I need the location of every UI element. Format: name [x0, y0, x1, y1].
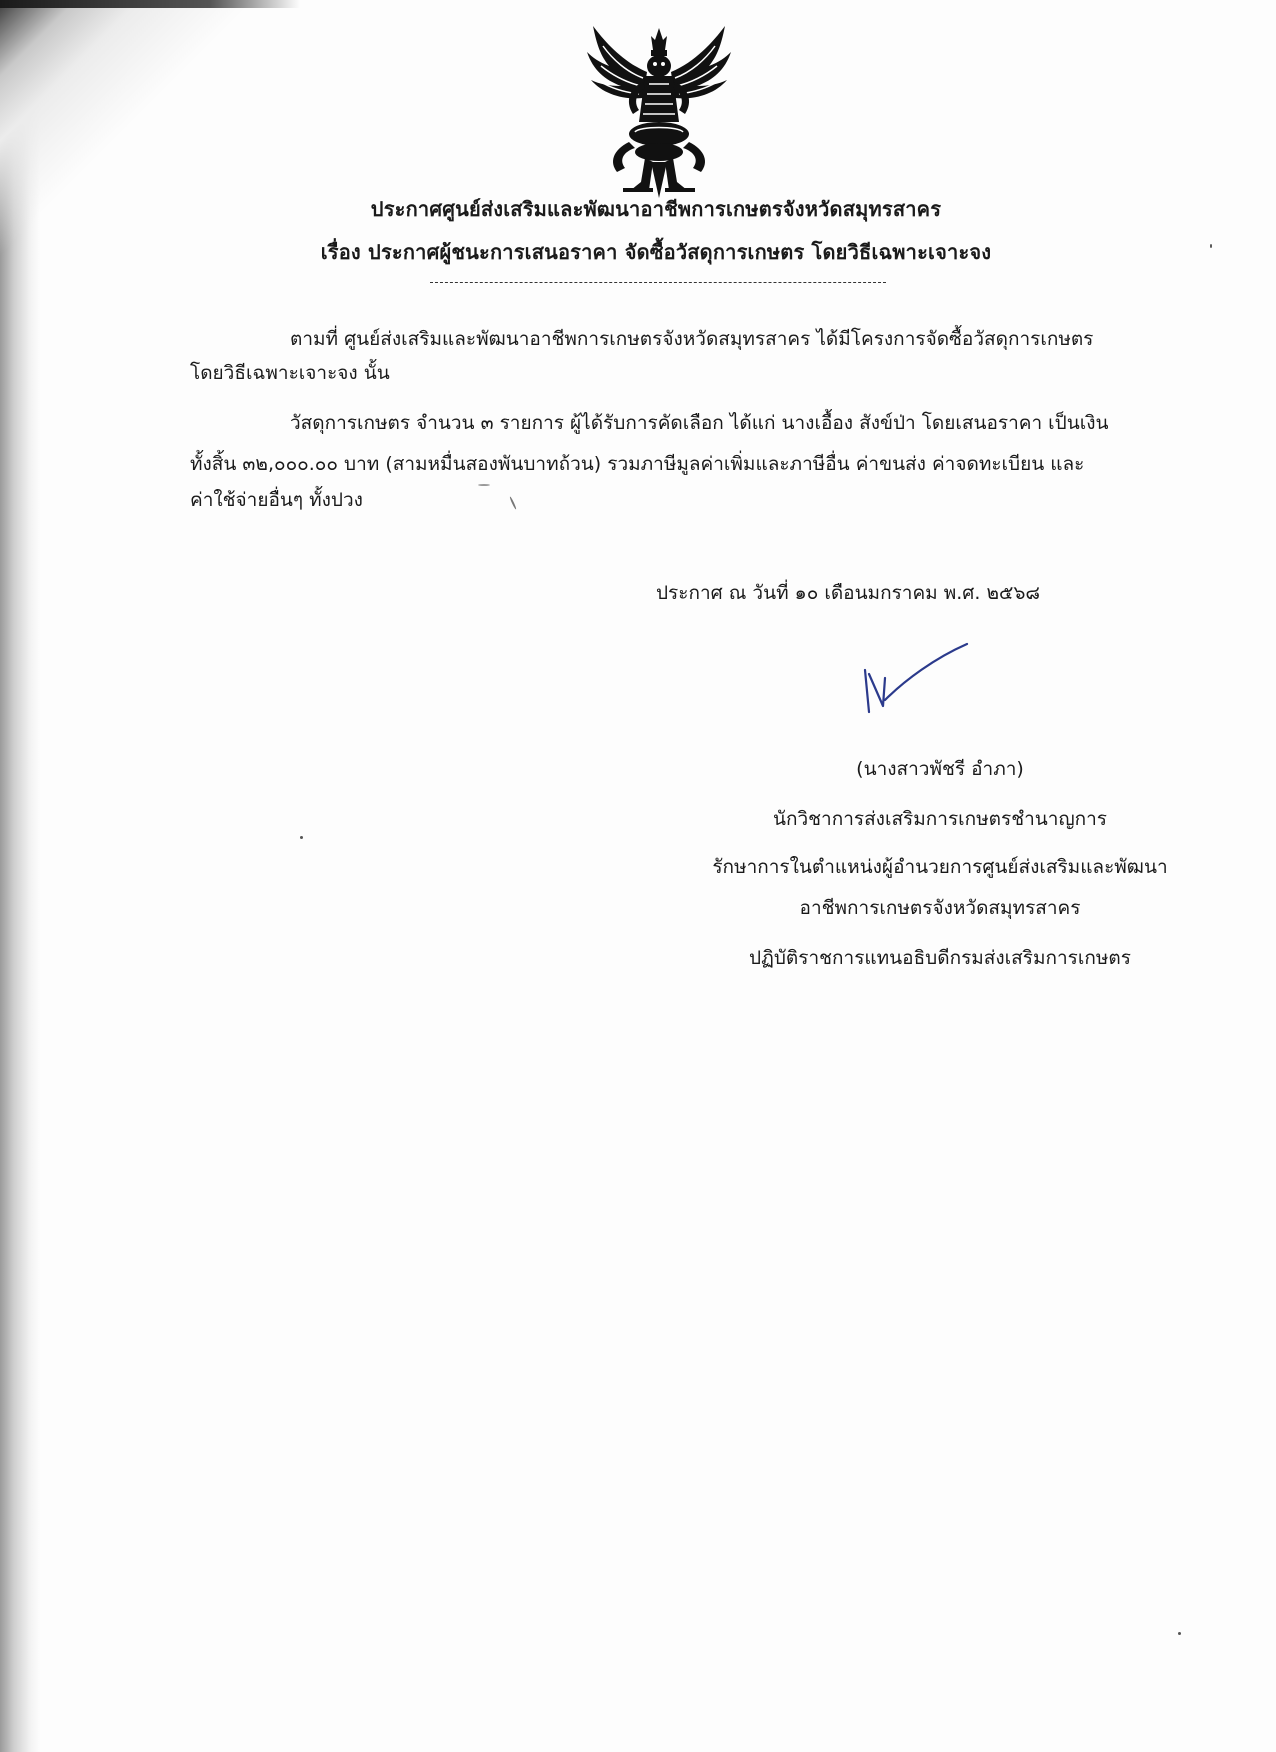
paragraph-1-line-2: โดยวิธีเฉพาะเจาะจง นั้น	[190, 362, 390, 384]
announcement-title: ประกาศศูนย์ส่งเสริมและพัฒนาอาชีพการเกษตรจังหวัดสมุทรสาคร	[370, 197, 942, 221]
scan-speck	[478, 484, 490, 486]
scan-speck	[509, 496, 517, 510]
scan-speck	[1210, 244, 1212, 248]
announcement-subject: เรื่อง ประกาศผู้ชนะการเสนอราคา จัดซื้อวัสดุการเกษตร โดยวิธีเฉพาะเจาะจง	[320, 240, 992, 264]
paragraph-2-line-3: ค่าใช้จ่ายอื่นๆ ทั้งปวง	[190, 489, 363, 511]
scan-fold-shadow	[0, 0, 320, 320]
scan-edge	[0, 0, 300, 8]
signatory-position-4: ปฏิบัติราชการแทนอธิบดีกรมส่งเสริมการเกษตร	[749, 947, 1131, 969]
signatory-name: (นางสาวพัชรี อำภา)	[856, 758, 1024, 780]
garuda-emblem-icon	[583, 22, 735, 200]
paragraph-2-line-2: ทั้งสิ้น ๓๒,๐๐๐.๐๐ บาท (สามหมื่นสองพันบาทถ้วน) รวมภาษีมูลค่าเพิ่มและภาษีอื่น ค่าขนส่ง ค่าจดทะเบียน และ	[190, 453, 1085, 475]
scan-speck	[300, 836, 303, 839]
paragraph-1-line-1: ตามที่ ศูนย์ส่งเสริมและพัฒนาอาชีพการเกษตรจังหวัดสมุทรสาคร ได้มีโครงการจัดซื้อวัสดุการเกษตร	[290, 328, 1094, 350]
signatory-position-2: รักษาการในตำแหน่งผู้อำนวยการศูนย์ส่งเสริมและพัฒนา	[712, 856, 1168, 878]
scan-speck	[1178, 1632, 1181, 1635]
announcement-date: ประกาศ ณ วันที่ ๑๐ เดือนมกราคม พ.ศ. ๒๕๖๘	[656, 582, 1041, 604]
signatory-position-1: นักวิชาการส่งเสริมการเกษตรชำนาญการ	[772, 808, 1108, 830]
title-divider	[430, 282, 886, 283]
signatory-position-3: อาชีพการเกษตรจังหวัดสมุทรสาคร	[799, 897, 1081, 919]
signature-icon	[855, 640, 975, 720]
paragraph-2-line-1: วัสดุการเกษตร จำนวน ๓ รายการ ผู้ได้รับการคัดเลือก ได้แก่ นางเอื้อง สังข์ป่า โดยเสนอราคา เป็นเงิน	[290, 412, 1109, 434]
